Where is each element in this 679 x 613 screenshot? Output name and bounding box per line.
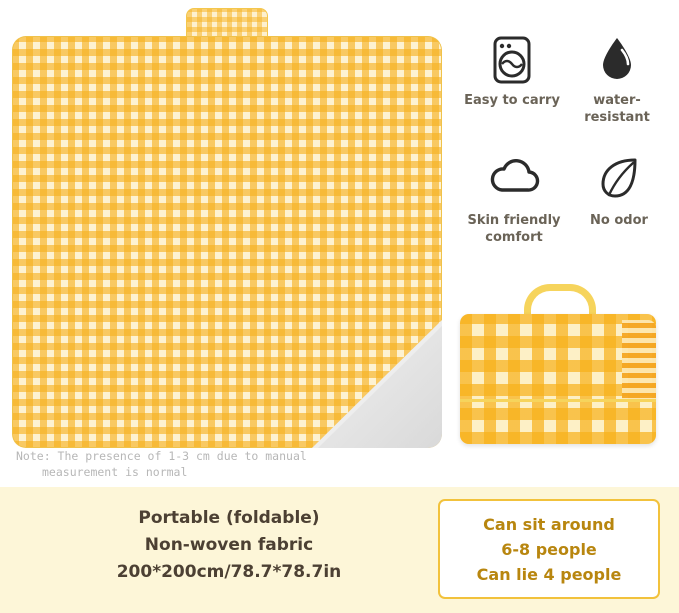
feature-label: Skin friendly comfort [467, 213, 561, 245]
capacity-line-1: Can sit around [483, 515, 615, 534]
carry-strap [524, 284, 596, 318]
capacity-line-2: 6-8 people [501, 540, 597, 559]
rolled-blanket-flap [460, 399, 656, 444]
measurement-note-line-2: measurement is normal [42, 465, 188, 479]
feature-list [462, 34, 668, 254]
feature-label: No odor [590, 213, 648, 228]
feature-no-odor [570, 154, 668, 229]
capacity-box [438, 499, 660, 599]
measurement-note [16, 448, 316, 480]
feature-easy-to-carry [464, 34, 560, 109]
washing-machine-icon [464, 34, 560, 86]
spec-line-1: Portable (foldable) [138, 508, 320, 528]
feature-label: water-resistant [584, 93, 650, 125]
leaf-icon [570, 154, 668, 206]
product-specs [34, 505, 424, 586]
cloud-icon [462, 154, 566, 206]
blanket-surface [12, 36, 442, 448]
blanket-illustration [8, 8, 446, 453]
feature-skin-friendly [462, 154, 566, 246]
rolled-blanket-body [460, 314, 656, 444]
rolled-blanket-illustration [452, 284, 664, 456]
spec-line-3: 200*200cm/78.7*78.7in [116, 562, 342, 582]
spec-line-2: Non-woven fabric [144, 535, 314, 555]
capacity-line-3: Can lie 4 people [476, 565, 622, 584]
water-drop-icon [566, 34, 668, 86]
measurement-note-line-1: Note: The presence of 1-3 cm due to manual [16, 449, 307, 463]
feature-label: Easy to carry [464, 93, 560, 108]
info-band [0, 487, 679, 613]
feature-water-resistant [566, 34, 668, 126]
